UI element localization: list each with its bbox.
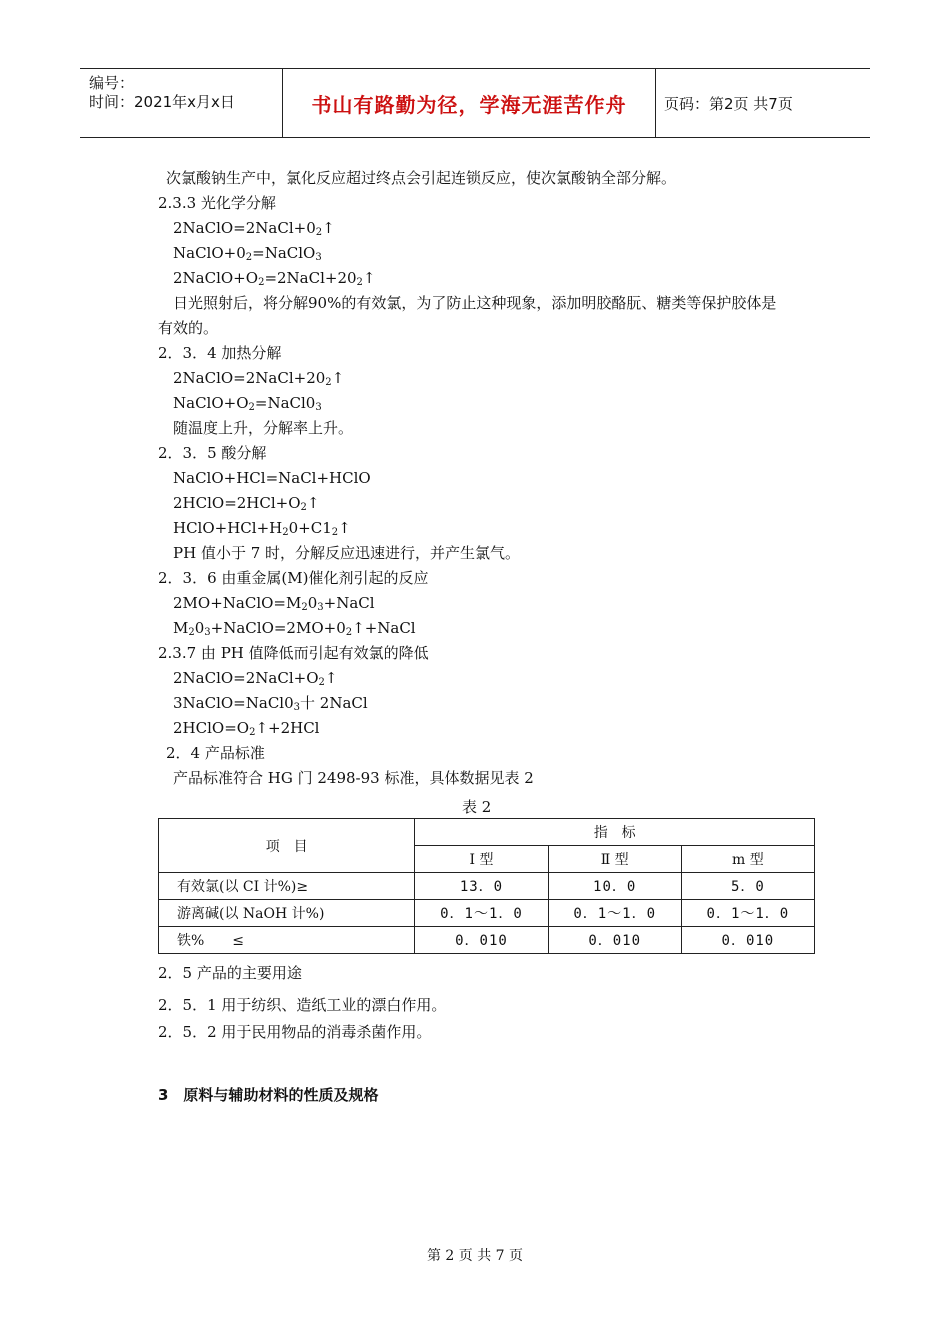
eq-text: ↑ xyxy=(306,494,320,512)
header-motto-cell xyxy=(282,69,656,137)
equation-line xyxy=(173,368,344,388)
eq-text: HClO+HCl+H xyxy=(173,519,283,537)
table-row xyxy=(159,873,815,900)
eq-text: 2HClO=2HCl+O xyxy=(173,494,301,512)
page-info-text: 页码：第2页 共7页 xyxy=(664,94,793,113)
equation-line: NaClO+HCl=NaCl+HClO xyxy=(173,469,371,487)
equation-line xyxy=(173,618,416,638)
document-number-label: 编号： xyxy=(89,74,135,92)
section-heading: 2．4 产品标准 xyxy=(166,744,265,762)
row-label: 铁% ≤ xyxy=(159,927,415,954)
table-caption: 表 2 xyxy=(462,798,492,816)
eq-sub: 2 xyxy=(249,727,256,738)
equation-line xyxy=(173,268,376,288)
paragraph-line: PH 值小于 7 时，分解反应迅速进行，并产生氯气。 xyxy=(173,544,521,562)
table-row xyxy=(159,927,815,954)
eq-text: 3NaClO=NaCl0 xyxy=(173,694,294,712)
table-row xyxy=(159,900,815,927)
eq-sub: 2 xyxy=(315,227,323,238)
motto-text: 书山有路勤为径，学海无涯苦作舟 xyxy=(311,92,627,117)
document-date: 时间：2021年x月x日 xyxy=(89,93,235,111)
section-heading: 2．5．1 用于纺织、造纸工业的漂白作用。 xyxy=(158,996,447,1014)
eq-text: =NaCl0 xyxy=(254,394,316,412)
product-standard-table xyxy=(158,818,815,954)
eq-text: ↑+2HCl xyxy=(255,719,320,737)
eq-sub: 3 xyxy=(293,702,301,713)
eq-text: 2NaClO=2NaCl+O xyxy=(173,669,319,687)
chapter-heading: 3 原料与辅助材料的性质及规格 xyxy=(158,1086,379,1104)
header-item: 项 目 xyxy=(159,819,415,873)
eq-text: 2HClO=O xyxy=(173,719,250,737)
page-header xyxy=(80,68,870,138)
equation-line xyxy=(173,693,368,713)
eq-text: NaClO+0 xyxy=(173,244,246,262)
eq-text: ↑ xyxy=(322,219,335,237)
eq-text: M xyxy=(173,619,189,637)
paragraph-line: 日光照射后，将分解90%的有效氯，为了防止这种现象，添加明胶酪朊、糖类等保护胶体是 xyxy=(173,294,777,312)
paragraph-line: 有效的。 xyxy=(158,319,219,337)
row-label: 游离碱(以 NaOH 计%) xyxy=(159,900,415,927)
eq-text: NaClO+O xyxy=(173,394,249,412)
eq-text: ↑ xyxy=(324,669,338,687)
section-heading: 2．5 产品的主要用途 xyxy=(158,964,302,982)
eq-text: ↑+NaCl xyxy=(352,619,416,637)
section-heading: 2.3.3 光化学分解 xyxy=(158,194,276,212)
section-heading: 2．5．2 用于民用物品的消毒杀菌作用。 xyxy=(158,1023,432,1041)
eq-text: 2MO+NaClO=M xyxy=(173,594,302,612)
cell-value: 5．0 xyxy=(681,873,814,900)
eq-sub: 2 xyxy=(248,402,255,413)
equation-line xyxy=(173,518,351,538)
equation-line xyxy=(173,218,335,238)
eq-text: 0+C1 xyxy=(288,519,332,537)
cell-value: 13．0 xyxy=(415,873,548,900)
eq-sub: 2 xyxy=(258,277,265,288)
eq-sub: 2 xyxy=(188,627,195,638)
header-type: I 型 xyxy=(415,846,548,873)
eq-sub: 2 xyxy=(300,502,307,513)
table-header-row xyxy=(159,819,815,846)
section-heading: 2．3．6 由重金属(M)催化剂引起的反应 xyxy=(158,569,429,587)
header-index: 指 标 xyxy=(415,819,815,846)
eq-text: ↑ xyxy=(362,269,376,287)
eq-text: 0 xyxy=(307,594,318,612)
equation-line xyxy=(173,668,337,688)
equation-line xyxy=(173,718,319,738)
eq-sub: 2 xyxy=(318,677,325,688)
eq-sub: 3 xyxy=(317,602,324,613)
eq-text: ↑ xyxy=(338,519,351,537)
cell-value: 0．010 xyxy=(548,927,681,954)
row-label: 有效氯(以 CI 计%)≥ xyxy=(159,873,415,900)
equation-line xyxy=(173,243,322,263)
eq-sub: 2 xyxy=(325,377,332,388)
eq-sub: 2 xyxy=(331,527,339,538)
eq-sub: 2 xyxy=(282,527,289,538)
eq-text: 十 2NaCl xyxy=(300,694,368,712)
section-heading: 2.3.7 由 PH 值降低而引起有效氯的降低 xyxy=(158,644,429,662)
eq-text: =2NaCl+20 xyxy=(264,269,357,287)
eq-text: =NaClO xyxy=(252,244,316,262)
paragraph-line: 随温度上升，分解率上升。 xyxy=(173,419,354,437)
cell-value: 10．0 xyxy=(548,873,681,900)
cell-value: 0．1～1．0 xyxy=(415,900,548,927)
eq-sub: 3 xyxy=(315,252,322,263)
eq-text: ↑ xyxy=(331,369,345,387)
eq-text: +NaCl xyxy=(323,594,375,612)
eq-text: 0 xyxy=(194,619,205,637)
cell-value: 0．010 xyxy=(681,927,814,954)
equation-line xyxy=(173,493,319,513)
equation-line xyxy=(173,393,322,413)
eq-sub: 3 xyxy=(315,402,322,413)
paragraph-line: 次氯酸钠生产中，氯化反应超过终点会引起连锁反应，使次氯酸钠全部分解。 xyxy=(166,169,677,187)
header-page-info xyxy=(656,69,870,137)
section-heading: 2．3．5 酸分解 xyxy=(158,444,267,462)
eq-text: 2NaClO=2NaCl+20 xyxy=(173,369,326,387)
eq-sub: 2 xyxy=(345,627,353,638)
header-type: m 型 xyxy=(681,846,814,873)
header-type: Ⅱ 型 xyxy=(548,846,681,873)
cell-value: 0．1～1．0 xyxy=(681,900,814,927)
page-footer: 第 2 页 共 7 页 xyxy=(426,1248,524,1264)
eq-sub: 3 xyxy=(204,627,211,638)
equation-line xyxy=(173,593,375,613)
cell-value: 0．1～1．0 xyxy=(548,900,681,927)
section-heading: 2．3．4 加热分解 xyxy=(158,344,282,362)
eq-sub: 2 xyxy=(356,277,363,288)
eq-text: 2NaClO=2NaCl+0 xyxy=(173,219,316,237)
eq-sub: 2 xyxy=(245,252,253,263)
header-meta xyxy=(80,69,282,137)
eq-text: +NaClO=2MO+0 xyxy=(210,619,346,637)
cell-value: 0．010 xyxy=(415,927,548,954)
paragraph-line: 产品标准符合 HG 门 2498-93 标准，具体数据见表 2 xyxy=(173,769,534,787)
eq-text: 2NaClO+O xyxy=(173,269,259,287)
eq-sub: 2 xyxy=(301,602,308,613)
